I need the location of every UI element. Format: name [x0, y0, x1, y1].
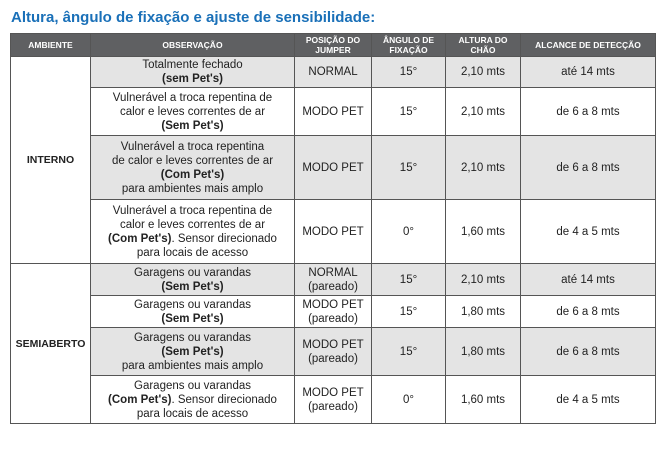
angulo-cell: 15° — [372, 328, 446, 376]
jumper-line: NORMAL — [308, 266, 358, 279]
alcance-cell: até 14 mts — [521, 57, 656, 88]
jumper-line: (pareado) — [308, 352, 358, 365]
observacao-pet-label: (Sem Pet's) — [161, 280, 224, 293]
observacao-line — [93, 331, 292, 345]
observacao-line — [93, 154, 292, 168]
alcance-cell: de 6 a 8 mts — [521, 296, 656, 328]
jumper-cell — [295, 296, 372, 328]
observacao-pet-label: (Com Pet's) — [108, 393, 172, 406]
altura-cell: 1,80 mts — [446, 296, 521, 328]
observacao-cell — [91, 264, 295, 296]
observacao-line — [93, 72, 292, 86]
angulo-cell: 0° — [372, 376, 446, 424]
observacao-cell — [91, 200, 295, 264]
observacao-line — [93, 140, 292, 154]
observacao-line — [93, 218, 292, 232]
jumper-line: MODO PET — [302, 105, 364, 118]
observacao-text: para ambientes mais amplo — [121, 182, 264, 195]
header-altura-chao — [446, 34, 521, 57]
observacao-text: Garagens ou varandas — [134, 298, 251, 311]
observacao-line — [93, 379, 292, 393]
observacao-tail: . Sensor direcionado — [171, 393, 277, 406]
table-row — [11, 136, 656, 200]
observacao-line — [93, 204, 292, 218]
observacao-text: Vulnerável a troca repentina de — [112, 91, 273, 104]
observacao-line — [93, 407, 292, 421]
ambiente-cell: SEMIABERTO — [11, 264, 91, 424]
page-title: Altura, ângulo de fixação e ajuste de sensibilidade: — [11, 9, 376, 26]
header-angulo-fixacao — [372, 34, 446, 57]
observacao-line — [93, 266, 292, 280]
observacao-line — [93, 91, 292, 105]
header-angulo-line2: FIXAÇÃO — [389, 45, 428, 55]
ambiente-cell: INTERNO — [11, 57, 91, 264]
table-row — [11, 200, 656, 264]
observacao-text: para locais de acesso — [136, 246, 249, 259]
observacao-line — [93, 345, 292, 359]
observacao-text: Garagens ou varandas — [134, 331, 251, 344]
alcance-cell: de 4 a 5 mts — [521, 200, 656, 264]
jumper-line: MODO PET — [302, 298, 364, 311]
jumper-line: (pareado) — [308, 312, 358, 325]
altura-cell: 2,10 mts — [446, 136, 521, 200]
header-posicao-line2: JUMPER — [315, 45, 351, 55]
alcance-cell: de 6 a 8 mts — [521, 328, 656, 376]
altura-cell: 2,10 mts — [446, 264, 521, 296]
table-row — [11, 376, 656, 424]
altura-cell: 2,10 mts — [446, 88, 521, 136]
observacao-line — [93, 393, 292, 407]
observacao-line — [93, 105, 292, 119]
header-altura-line2: CHÃO — [470, 45, 496, 55]
observacao-line — [93, 119, 292, 133]
altura-cell: 1,60 mts — [446, 376, 521, 424]
observacao-line — [93, 232, 292, 246]
observacao-text: Vulnerável a troca repentina de — [112, 204, 273, 217]
angulo-cell: 15° — [372, 264, 446, 296]
table-row — [11, 88, 656, 136]
angulo-cell: 15° — [372, 136, 446, 200]
jumper-line: (pareado) — [308, 400, 358, 413]
observacao-pet-label: (Sem Pet's) — [161, 119, 224, 132]
jumper-line: (pareado) — [308, 280, 358, 293]
jumper-line: MODO PET — [302, 338, 364, 351]
observacao-line — [93, 312, 292, 326]
header-row — [11, 34, 656, 57]
observacao-cell — [91, 57, 295, 88]
header-posicao-jumper — [295, 34, 372, 57]
observacao-text: Totalmente fechado — [142, 59, 243, 71]
observacao-pet-label: (Sem Pet's) — [161, 312, 224, 325]
observacao-cell — [91, 88, 295, 136]
observacao-line — [93, 280, 292, 294]
observacao-text: de calor e leves correntes de ar — [111, 154, 274, 167]
angulo-cell: 0° — [372, 200, 446, 264]
observacao-pet-label: (Com Pet's) — [160, 168, 225, 181]
header-alcance-deteccao: ALCANCE DE DETECÇÃO — [521, 34, 656, 57]
altura-cell: 2,10 mts — [446, 57, 521, 88]
header-angulo-line1: ÂNGULO DE — [383, 35, 434, 45]
observacao-text: para ambientes mais amplo — [121, 359, 264, 372]
observacao-pet-label: (Com Pet's) — [108, 232, 172, 245]
table-row — [11, 328, 656, 376]
alcance-cell: de 4 a 5 mts — [521, 376, 656, 424]
alcance-cell: até 14 mts — [521, 264, 656, 296]
observacao-text: Vulnerável a troca repentina — [120, 140, 265, 153]
altura-cell: 1,60 mts — [446, 200, 521, 264]
observacao-text: Garagens ou varandas — [134, 379, 251, 392]
observacao-tail: . Sensor direcionado — [171, 232, 277, 245]
observacao-text: para locais de acesso — [136, 407, 249, 420]
observacao-text: calor e leves correntes de ar — [119, 105, 266, 118]
header-observacao: OBSERVAÇÃO — [91, 34, 295, 57]
jumper-line: MODO PET — [302, 386, 364, 399]
observacao-line — [93, 182, 292, 196]
angulo-cell: 15° — [372, 296, 446, 328]
jumper-cell — [295, 200, 372, 264]
observacao-pet-label: (Sem Pet's) — [161, 345, 224, 358]
altura-cell: 1,80 mts — [446, 328, 521, 376]
jumper-cell — [295, 264, 372, 296]
alcance-cell: de 6 a 8 mts — [521, 88, 656, 136]
jumper-cell — [295, 136, 372, 200]
observacao-cell — [91, 296, 295, 328]
header-ambiente: AMBIENTE — [11, 34, 91, 57]
observacao-line — [93, 168, 292, 182]
jumper-cell — [295, 57, 372, 88]
observacao-text: calor e leves correntes de ar — [119, 218, 266, 231]
jumper-cell — [295, 328, 372, 376]
observacao-cell — [91, 328, 295, 376]
observacao-pet-label: (sem Pet's) — [162, 73, 223, 85]
jumper-cell — [295, 88, 372, 136]
jumper-line: NORMAL — [308, 66, 358, 78]
observacao-cell — [91, 136, 295, 200]
table-row — [11, 264, 656, 296]
alcance-cell: de 6 a 8 mts — [521, 136, 656, 200]
observacao-text: Garagens ou varandas — [134, 266, 251, 279]
observacao-line — [93, 298, 292, 312]
angulo-cell: 15° — [372, 88, 446, 136]
table-body — [11, 57, 656, 424]
header-altura-line1: ALTURA DO — [458, 35, 508, 45]
sensitivity-table — [10, 33, 656, 424]
observacao-line — [93, 246, 292, 260]
observacao-line — [93, 58, 292, 72]
jumper-line: MODO PET — [302, 225, 364, 238]
jumper-line: MODO PET — [302, 161, 364, 174]
table-row — [11, 57, 656, 88]
angulo-cell: 15° — [372, 57, 446, 88]
observacao-line — [93, 359, 292, 373]
observacao-cell — [91, 376, 295, 424]
header-posicao-line1: POSIÇÃO DO — [305, 35, 361, 45]
table-row — [11, 296, 656, 328]
jumper-cell — [295, 376, 372, 424]
